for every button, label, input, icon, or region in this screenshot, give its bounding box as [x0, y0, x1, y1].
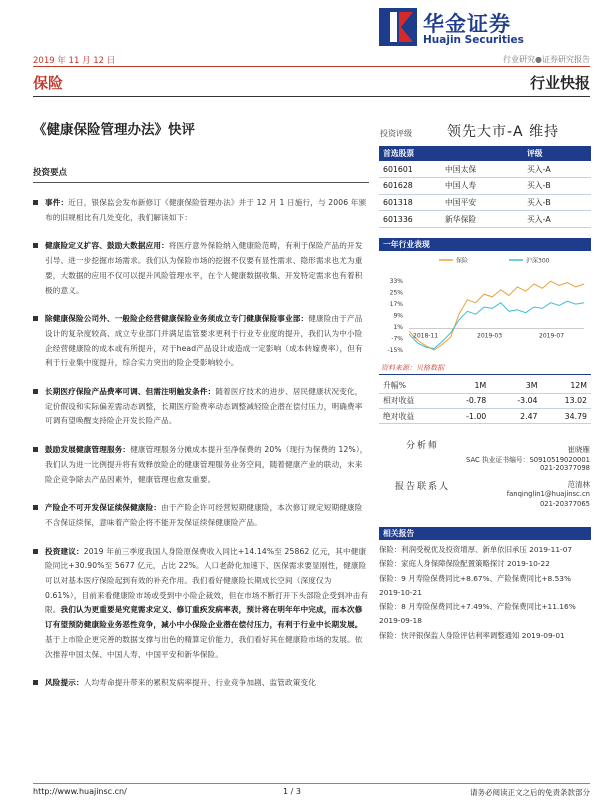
contact-email[interactable]: fanqinglin1@huajinsc.cn	[506, 490, 590, 498]
key-points-list	[33, 196, 369, 691]
table-row	[379, 393, 591, 408]
bullet-text: 由于产险企许可经营短期健康险，本次修订规定短期健康险不含保证续保，意味着产险企将不能开发保证续保健康险产品。	[45, 503, 363, 527]
related-report-link[interactable]: 保险：8 月寿险保费同比+7.49%、产险保费同比+11.16% 2019-09-18	[379, 602, 576, 626]
bullet-pc-insurers	[33, 501, 369, 530]
stock-code: 601318	[379, 194, 441, 211]
company-logo	[379, 8, 591, 46]
source-divider	[379, 374, 591, 375]
stock-name: 中国太保	[441, 161, 523, 178]
header-divider-2	[33, 96, 590, 97]
stock-name: 中国人寿	[441, 178, 523, 195]
stock-code: 601601	[379, 161, 441, 178]
logo-mark-icon	[379, 8, 417, 46]
bullet-lead: 健康险定义扩容、鼓励大数据应用：	[45, 241, 169, 251]
value-cell: 34.79	[552, 409, 592, 424]
related-report-link[interactable]: 保险：快评银保监人身险评估利率调整通知 2019-09-01	[379, 630, 565, 640]
header-cell	[441, 146, 523, 161]
series-line	[409, 301, 584, 348]
report-type: 行业研究●证券研究报告	[503, 55, 590, 64]
value-cell: -0.78	[449, 393, 500, 408]
bullet-lead: 风险提示：	[45, 678, 84, 688]
key-points-divider	[33, 182, 369, 183]
table-header-row	[379, 378, 591, 393]
value-cell: -3.04	[500, 393, 551, 408]
table-row	[379, 194, 591, 211]
y-tick-label: 25%	[389, 289, 403, 297]
table-row	[379, 178, 591, 195]
doc-type-label: 行业快报	[529, 74, 590, 92]
bullet-event	[33, 196, 369, 225]
bullet-tail-text: 基于上市险企更完善的数据支撑与出色的精算定价能力，我们看好其在健康险市场的发展。依次推荐中国太保、中国人寿、中国平安和新华保险。	[45, 634, 363, 659]
chart-source: 资料来源：贝格数据	[381, 364, 444, 372]
contact-name: 范清林	[567, 480, 590, 489]
page-title: 《健康保险管理办法》快评	[33, 122, 195, 138]
footer-divider	[33, 783, 590, 784]
rating-value: 领先大市-A 维持	[447, 124, 560, 140]
stock-name: 中国平安	[441, 194, 523, 211]
stock-rating: 买入-A	[523, 211, 591, 228]
header-cell: 12M	[552, 378, 592, 393]
sector-label: 保险	[33, 74, 64, 92]
analyst-heading: 分析师	[406, 441, 440, 451]
stock-rating: 买入-A	[523, 161, 591, 178]
header-cell: 评级	[523, 146, 591, 161]
bullet-long-term-rate	[33, 385, 369, 429]
bullet-text: 2019 年前三季度我国人身险原保费收入同比+14.14%至 25862 亿元，其中健康险同比+30.90%至 5677 亿元，占比 22%。人口老龄化加速下、医保需求要显刚性，健康险可以对基本医疗保险起到有效的补充作用。我们看好健康险长期成长空间（深度仅为 0.61%），目前来看健康险市场或受到中小险企裁效，但在市场不断打开下头部险企受到冲击有限。	[45, 546, 369, 615]
header-cell: 首选股票	[379, 146, 441, 161]
table-row	[379, 211, 591, 228]
bullet-strong-text: 我们认为更重要是究竟需求定义、修订重疾发病率表，预计将在明年年中完成，而本次修订有望预防健康险业务恶性竞争，减小中小保险企业潜在偿付压力，有利于行业中长期发展。	[45, 605, 363, 630]
x-tick-label: 2019-03	[477, 332, 503, 340]
bullet-lead: 产险企不可开发保证续保健康险：	[45, 503, 162, 513]
series-line	[409, 281, 584, 350]
row-label: 绝对收益	[379, 409, 449, 424]
y-tick-label: -7%	[391, 335, 403, 343]
header-cell: 1M	[449, 378, 500, 393]
table-header-row	[379, 146, 591, 161]
analyst-certificate: SAC 执业证书编号：S0910519020001	[466, 456, 590, 464]
y-tick-label: 1%	[393, 324, 403, 332]
y-tick-label: -15%	[387, 347, 403, 354]
performance-chart	[379, 252, 591, 360]
value-cell: 2.47	[500, 409, 551, 424]
related-reports-list	[379, 543, 591, 643]
y-tick-label: 17%	[389, 301, 403, 309]
bullet-investment-advice	[33, 545, 369, 663]
bullet-lead: 除健康保险公司外、一般险企经营健康保险业务须成立专门健康保险事业部：	[45, 314, 309, 324]
footer-website-link[interactable]: http://www.huajinsc.cn/	[33, 787, 127, 796]
related-report-link[interactable]: 保险：9 月寿险保费同比+8.67%、产险保费同比+8.53% 2019-10-21	[379, 573, 572, 597]
x-tick-label: 2019-07	[539, 332, 565, 340]
stock-rating: 买入-B	[523, 178, 591, 195]
value-cell: 13.02	[552, 393, 592, 408]
bullet-lead: 投资建议：	[45, 546, 84, 556]
bullet-lead: 事件：	[45, 198, 69, 207]
stock-code: 601336	[379, 211, 441, 228]
bullet-health-management	[33, 443, 369, 487]
x-tick-label: 2018-11	[413, 332, 439, 340]
bullet-text: 人均寿命提升带来的累积发病率提升、行业竞争加剧、监管政策变化	[83, 678, 317, 688]
value-cell: -1.00	[449, 409, 500, 424]
logo-text-en: Huajin Securities	[423, 34, 524, 46]
preferred-stocks-table	[379, 146, 591, 228]
related-report-link[interactable]: 保险：利润受税优及投资增厚、新单依旧承压 2019-11-07	[379, 545, 573, 554]
bullet-text: 近日，银保监会发布新修订《健康保险管理办法》并于 12 月 1 日施行，与 2006 年颁布的旧规相比有几处变化，我们解读如下：	[45, 198, 367, 222]
legend-label: 沪深300	[526, 257, 550, 265]
related-report-link[interactable]: 保险：家庭人身保障保险配置策略探讨 2019-10-22	[379, 559, 550, 569]
stock-rating: 买入-B	[523, 194, 591, 211]
table-row	[379, 409, 591, 424]
legend-label: 保险	[456, 257, 469, 265]
bullet-department	[33, 312, 369, 371]
page-number: 1 / 3	[283, 787, 301, 796]
analyst-phone: 021-20377098	[539, 464, 590, 472]
stock-code: 601628	[379, 178, 441, 195]
bullet-risk	[33, 676, 369, 691]
bullet-lead: 长期医疗保险产品费率可调、但需注明触发条件：	[45, 387, 216, 397]
header-divider	[33, 66, 590, 67]
row-label: 相对收益	[379, 393, 449, 408]
bullet-text: 健康管理服务分摊成本提升至净保费的 20%（现行为保费的 12%），我们认为进一比例提升将有效释放险企的健康管理服务业务空间，随着健康产业的联动，未来险企竞争除去产品因素外，健康管理也愈发重要。	[45, 445, 368, 484]
performance-table	[379, 378, 591, 424]
report-date: 2019 年 11 月 12 日	[33, 56, 116, 66]
header-cell: 3M	[500, 378, 551, 393]
y-tick-label: 9%	[393, 312, 403, 320]
stock-name: 新华保险	[441, 211, 523, 228]
footer-disclaimer: 请务必阅读正文之后的免责条款部分	[470, 788, 590, 797]
related-reports-title: 相关报告	[379, 527, 591, 540]
key-points-heading: 投资要点	[33, 168, 68, 178]
performance-section-title: 一年行业表现	[379, 238, 591, 251]
bullet-text: 随着医疗技术的进步、居民健康状况变化，定价假设和实际偏差需动态调整，长期医疗险费率动态调整减轻险企潜在偿付压力，明确费率可调有望唤醒支持险企开发长险产品。	[45, 387, 363, 426]
table-row	[379, 161, 591, 178]
logo-text-cn: 华金证券	[423, 12, 511, 36]
bullet-text: 将医疗意外保险纳入健康险范畴，有利于保险产品的开发引导、进一步挖掘市场需求。我们认为保险市场的挖掘不仅要有显性需求、隐形需求也尤为重要，大数据的应用不仅可以提升风险管理水平，在个人健康数据收集、开发特定需求也有着积极的意义。	[45, 241, 363, 295]
bullet-text: 健康险由于产品设计的复杂度较高、成立专业部门并满足监管要求更利于行业专业度的提升，我们认为中小险企经营健康险的成本或有所提升，对于head产品设计或造成一定影响（成本转嫁费率），但有利于行业集中度提升，综合实力突出的险企受影响较小。	[45, 314, 363, 368]
analyst-name: 崔晓雁	[567, 445, 590, 454]
contact-phone: 021-20377065	[539, 500, 590, 508]
y-tick-label: 33%	[389, 278, 403, 286]
rating-label: 投资评级	[380, 129, 412, 138]
contact-heading: 报告联系人	[395, 482, 451, 492]
bullet-definition	[33, 239, 369, 298]
header-cell: 升幅%	[379, 378, 449, 393]
bullet-lead: 鼓励发展健康管理服务：	[45, 445, 131, 455]
